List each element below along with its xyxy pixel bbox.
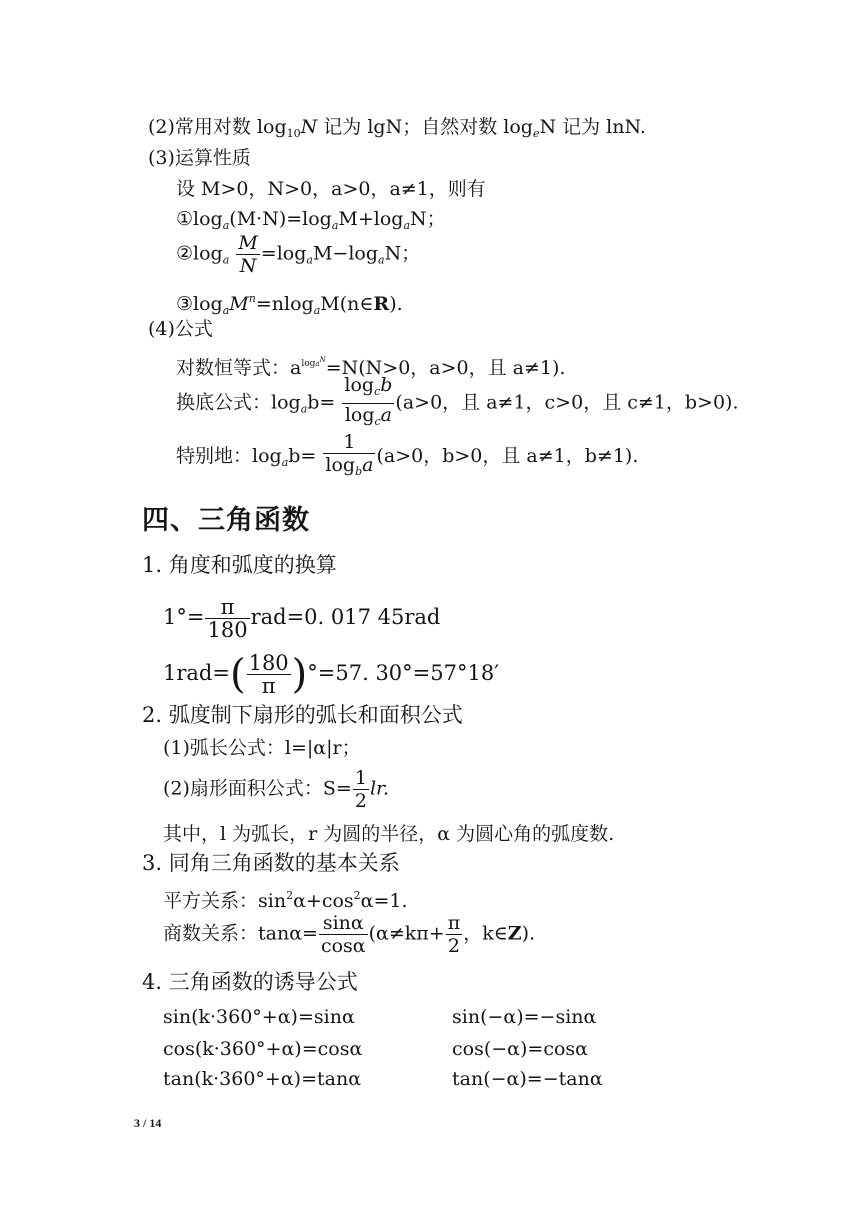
log-conditions: 设 M>0，N>0，a>0，a≠1，则有 (176, 178, 486, 200)
change-base-fraction: $\frac{\log_cb}{\log_ca}$ (344, 374, 393, 428)
arc-length-formula: (1)弧长公式：l=|α|r； (163, 737, 361, 759)
quotient-fraction: $\frac{M}{N}$ (238, 232, 258, 277)
pi-half-fraction: $\frac{\pi}{2}$ (447, 912, 461, 957)
section-heading-trig: 四、三角函数 (142, 505, 310, 536)
induction-formula-row-right: cos(−α)=cosα (452, 1038, 588, 1060)
area-fraction: $\frac{1}{2}$ (354, 767, 367, 812)
special-fraction: $\frac{1}{\log_ba}$ (325, 431, 374, 478)
radian-conversion: 1rad=( $\frac{180}{\pi}$ )°=57. 30°=57°18′ (163, 651, 499, 698)
radian-fraction: $\frac{180}{\pi}$ (248, 651, 289, 698)
sector-note: 其中，l 为弧长，r 为圆的半径，α 为圆心角的弧度数. (163, 823, 615, 845)
trig-item-2-title: 2. 弧度制下扇形的弧长和面积公式 (142, 703, 463, 727)
induction-formula-row-right: tan(−α)=−tanα (452, 1068, 603, 1090)
induction-formula-row-right: sin(−α)=−sinα (452, 1006, 597, 1028)
log-rule-power: $③\log_aM^n=nlog_aM(n\in R)$. (176, 292, 403, 317)
log-rule-quotient: $②\log_a$ $\frac{M}{N}$ $=\log_aM-\log_aN$； (176, 232, 421, 277)
pythagorean-identity: 平方关系：$\sin^2\alpha+\cos^2\alpha=1$. (163, 889, 408, 912)
trig-item-1-title: 1. 角度和弧度的换算 (142, 553, 337, 577)
log-common-natural: (2)常用对数 $\log_{10}N$ 记为 lgN；自然对数 $\log_eN$ 记为 lnN. (148, 116, 646, 140)
induction-formula-row: cos(k·360°+α)=cosα (163, 1038, 363, 1060)
trig-item-3-title: 3. 同角三角函数的基本关系 (142, 851, 400, 875)
degree-fraction: $\frac{\pi}{180}$ (207, 595, 248, 642)
trig-item-4-title: 4. 三角函数的诱导公式 (142, 970, 358, 994)
page-number: 3 / 14 (134, 1116, 162, 1130)
log-special-case: 特别地：$\log_ab=$ $\frac{1}{\log_ba}$ (a>0，b>0，且 a≠1，b≠1). (176, 431, 638, 483)
log-change-of-base: 换底公式：$\log_ab=$ $\frac{\log_cb}{\log_ca}$ (a>0，且 a≠1，c>0，且 c≠1，b>0). (176, 374, 739, 433)
induction-formula-row: sin(k·360°+α)=sinα (163, 1006, 355, 1028)
degree-conversion: 1°= $\frac{\pi}{180}$ rad=0. 017 45rad (163, 595, 441, 642)
log-identity: 对数恒等式：$a^{loga^N}=N(N>0$，a>0，且 a≠1). (176, 356, 566, 379)
tan-fraction: $\frac{\sin\alpha}{\cos\alpha}$ (320, 912, 366, 957)
quotient-identity: 商数关系：tanα= $\frac{\sin\alpha}{\cos\alpha}$ (α≠kπ+ $\frac{\pi}{2}$ ，k∈Z). (163, 912, 536, 957)
induction-formula-row: tan(k·360°+α)=tanα (163, 1068, 362, 1090)
log-formulas-title: (4)公式 (148, 318, 213, 340)
log-properties-title: (3)运算性质 (148, 147, 251, 169)
sector-area-formula: (2)扇形面积公式：S= $\frac{1}{2}$ lr. (163, 767, 390, 812)
log-rule-product: $①\log_a(M\cdot N)=\log_aM+\log_aN$； (176, 208, 446, 232)
